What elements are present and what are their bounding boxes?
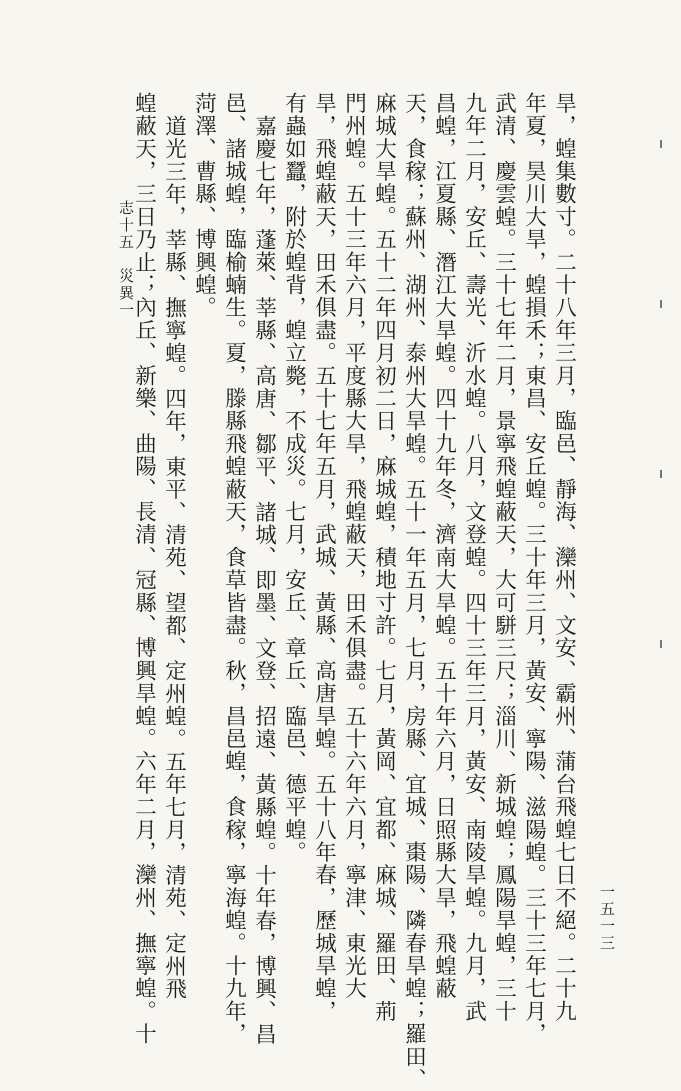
text-column-10: 有蟲如蠶，附於蝗背，蝗立斃，不成災。七月，安丘、章丘、臨邑、德平蝗。 xyxy=(281,92,307,864)
text-column-4: 九年二月，安丘、壽光、沂水蝗。八月，文登蝗。四十三年三月，黃安、南陵旱蝗。九月，武 xyxy=(461,92,487,1023)
page-edge-mark xyxy=(660,470,662,478)
text-column-12: 邑、諸城蝗，臨榆蝻生。夏，滕縣飛蝗蔽天，食草皆盡。秋，昌邑蝗，食稼，寧海蝗。十九年， xyxy=(221,92,247,1046)
page-number: 一五一三 xyxy=(598,884,616,952)
text-column-2: 年夏，昊川大旱，蝗損禾；東昌、安丘蝗。三十年三月，黃安、寧陽、滋陽蝗。三十三年七月， xyxy=(521,92,547,1046)
text-column-3: 武清、慶雲蝗。三十七年二月，景寧飛蝗蔽天，大可駢三尺；淄川、新城蝗；鳳陽旱蝗，三十 xyxy=(491,92,517,1023)
page-edge-mark xyxy=(660,140,662,148)
text-column-9: 旱，飛蝗蔽天，田禾俱盡。五十七年五月，武城、黃縣、高唐旱蝗。五十八年春，歷城旱蝗， xyxy=(311,92,337,1023)
chapter-margin-label: 志十五 災異一 xyxy=(117,200,135,319)
text-column-13: 菏澤、曹縣、博興蝗。 xyxy=(191,92,217,319)
page-edge-mark xyxy=(660,300,662,308)
text-column-11: 嘉慶七年，蓬萊、莘縣、高唐、鄒平、諸城、即墨、文登、招遠、黃縣蝗。十年春，博興、昌 xyxy=(251,115,277,1046)
text-column-15: 蝗蔽天，三日乃止；內丘、新樂、曲陽、長清、冠縣、博興旱蝗。六年二月，灤州、撫寧蝗。十 xyxy=(131,92,157,1046)
text-column-7: 麻城大旱蝗。五十二年四月初二日，麻城蝗，積地寸許。七月，黃岡、宜都、麻城、羅田、荊 xyxy=(371,92,397,1023)
text-column-5: 昌蝗，江夏縣、潛江大旱蝗。四十九年冬，濟南大旱蝗。五十年六月，日照縣大旱，飛蝗蔽 xyxy=(431,92,457,1000)
text-column-14: 道光三年，莘縣、撫寧蝗。四年，東平、清苑、望都、定州蝗。五年七月，清苑、定州飛 xyxy=(161,115,187,1001)
text-column-1: 旱，蝗集數寸。二十八年三月，臨邑、靜海、灤州、文安、霸州、蒲台飛蝗七日不絕。二十九 xyxy=(551,92,577,1023)
text-column-8: 門州蝗。五十三年六月，平度縣大旱，飛蝗蔽天，田禾俱盡。五十六年六月，寧津、東光大 xyxy=(341,92,367,1000)
text-column-6: 天，食稼；蘇州、湖州、泰州大旱蝗。五十一年五月，七月，房縣、宜城、棗陽、隣春旱蝗；羅田、 xyxy=(401,92,427,1091)
page-edge-mark xyxy=(660,640,662,648)
